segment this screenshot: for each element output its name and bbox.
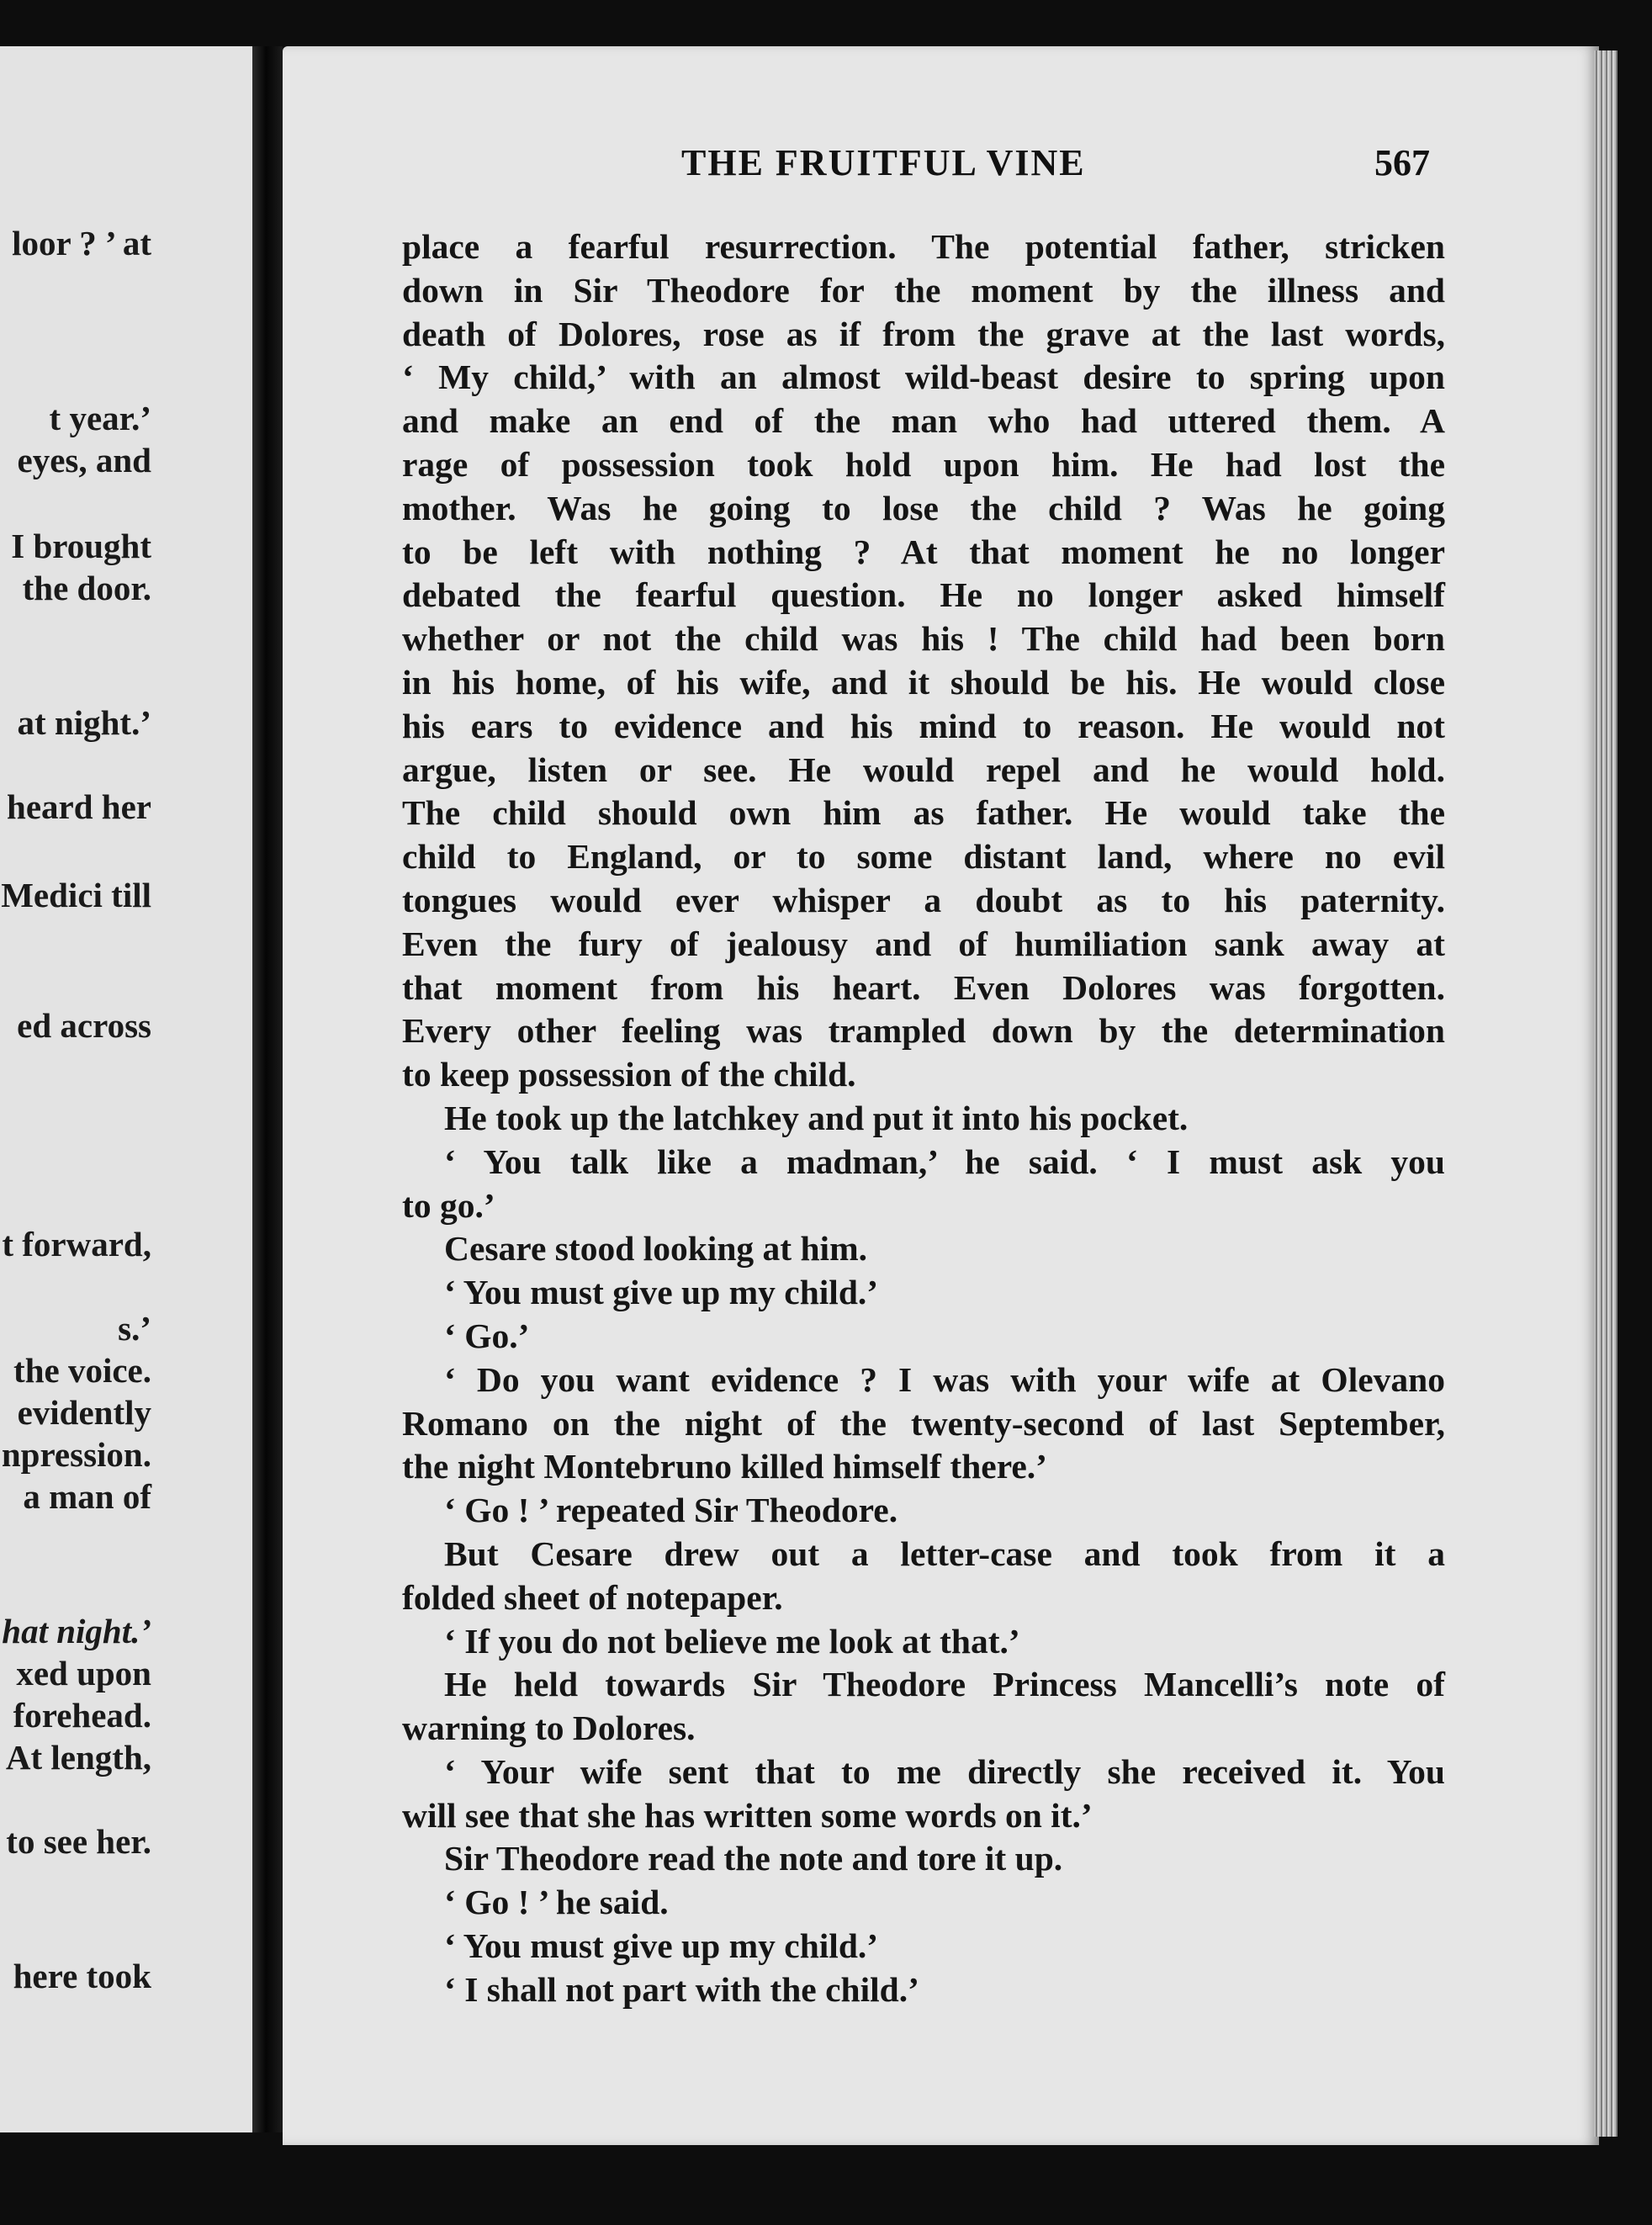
text-line: will see that she has written some words on it.’ bbox=[402, 1795, 1093, 1835]
page-number: 567 bbox=[1374, 142, 1430, 183]
left-page-fragment: Medici till bbox=[1, 876, 151, 914]
left-page-fragment: At length, bbox=[5, 1738, 151, 1777]
text-line: ‘ You must give up my child.’ bbox=[444, 1273, 879, 1312]
left-page-fragment: the door. bbox=[22, 569, 151, 607]
left-page-fragment: to see her. bbox=[6, 1822, 151, 1861]
text-line: death of Dolores, rose as if from the grave at the last words, bbox=[402, 314, 1445, 353]
text-line: Cesare stood looking at him. bbox=[444, 1229, 868, 1269]
left-page-fragment: I brought bbox=[11, 527, 151, 565]
page-edges bbox=[1594, 50, 1618, 2137]
left-page-fragment: heard her bbox=[7, 787, 151, 826]
text-line: down in Sir Theodore for the moment by the illness and bbox=[402, 270, 1445, 310]
text-line: to keep possession of the child. bbox=[402, 1055, 856, 1094]
text-line: child to England, or to some distant land, where no evil bbox=[402, 837, 1445, 877]
text-line: ‘ Your wife sent that to me directly she received it. You bbox=[444, 1751, 1445, 1791]
left-page-fragment: a man of bbox=[23, 1477, 151, 1516]
left-page-fragment: loor ? ’ at bbox=[12, 224, 151, 262]
left-page-fragment: s.’ bbox=[118, 1309, 151, 1348]
text-line: Sir Theodore read the note and tore it up. bbox=[444, 1839, 1063, 1878]
text-line: that moment from his heart. Even Dolores was forgotten. bbox=[402, 967, 1445, 1007]
text-line: his ears to evidence and his mind to reason. He would not bbox=[402, 706, 1445, 745]
left-page-fragment: eyes, and bbox=[17, 441, 151, 479]
text-line: place a fearful resurrection. The potential father, stricken bbox=[402, 227, 1445, 266]
text-line: Even the fury of jealousy and of humiliation sank away at bbox=[402, 924, 1445, 963]
book-gutter bbox=[252, 46, 283, 2132]
text-line: ‘ Go ! ’ he said. bbox=[444, 1883, 669, 1922]
left-page-fragment: hat night.’ bbox=[2, 1612, 151, 1650]
text-line: ‘ Do you want evidence ? I was with your wife at Olevano bbox=[444, 1359, 1445, 1399]
text-line: argue, listen or see. He would repel and he would hold. bbox=[402, 750, 1445, 789]
text-line: Romano on the night of the twenty-second of last September, bbox=[402, 1403, 1445, 1443]
left-page-fragment: at night.’ bbox=[17, 703, 151, 742]
text-line: warning to Dolores. bbox=[402, 1708, 696, 1748]
text-line: He took up the latchkey and put it into his pocket. bbox=[444, 1098, 1189, 1137]
text-line: in his home, of his wife, and it should be his. He would close bbox=[402, 662, 1445, 702]
text-line: folded sheet of notepaper. bbox=[402, 1577, 783, 1617]
running-title: THE FRUITFUL VINE bbox=[681, 142, 1086, 183]
text-line: whether or not the child was his ! The child had been born bbox=[402, 619, 1445, 659]
text-line: ‘ If you do not believe me look at that.’ bbox=[444, 1621, 1020, 1661]
text-line: rage of possession took hold upon him. He had lost the bbox=[402, 444, 1445, 484]
text-line: the night Montebruno killed himself there.’ bbox=[402, 1447, 1047, 1486]
left-page-fragment: t year.’ bbox=[49, 399, 151, 437]
left-page-fragment: t forward, bbox=[2, 1225, 151, 1263]
left-page-fragment: here took bbox=[13, 1957, 151, 1995]
text-line: ‘ I shall not part with the child.’ bbox=[444, 1969, 919, 2009]
text-line: to be left with nothing ? At that moment he no longer bbox=[402, 532, 1445, 571]
text-line: The child should own him as father. He would take the bbox=[402, 793, 1445, 833]
text-line: But Cesare drew out a letter-case and took from it a bbox=[444, 1534, 1445, 1573]
text-line: ‘ Go.’ bbox=[444, 1316, 530, 1355]
left-page-fragment: xed upon bbox=[16, 1654, 151, 1693]
text-line: mother. Was he going to lose the child ? Was he going bbox=[402, 488, 1445, 527]
left-page-fragment: forehead. bbox=[13, 1696, 151, 1735]
left-facing-page bbox=[0, 46, 252, 2132]
text-line: Every other feeling was trampled down by the determination bbox=[402, 1011, 1445, 1051]
text-line: ‘ Go ! ’ repeated Sir Theodore. bbox=[444, 1491, 898, 1530]
text-line: tongues would ever whisper a doubt as to his paternity. bbox=[402, 880, 1445, 919]
text-line: to go.’ bbox=[402, 1185, 495, 1225]
left-page-fragment: the voice. bbox=[13, 1351, 151, 1390]
text-line: He held towards Sir Theodore Princess Mancelli’s note of bbox=[444, 1665, 1445, 1704]
body-text bbox=[402, 225, 1445, 2012]
left-page-fragment: npression. bbox=[1, 1435, 151, 1474]
text-line: ‘ You talk like a madman,’ he said. ‘ I must ask you bbox=[444, 1142, 1445, 1181]
text-line: ‘ You must give up my child.’ bbox=[444, 1926, 879, 1966]
left-page-fragment: ed across bbox=[17, 1006, 151, 1045]
left-page-fragment: evidently bbox=[17, 1393, 151, 1432]
text-line: and make an end of the man who had uttered them. A bbox=[402, 401, 1445, 441]
text-line: debated the fearful question. He no longer asked himself bbox=[402, 575, 1445, 615]
text-line: ‘ My child,’ with an almost wild-beast desire to spring upon bbox=[402, 358, 1445, 397]
